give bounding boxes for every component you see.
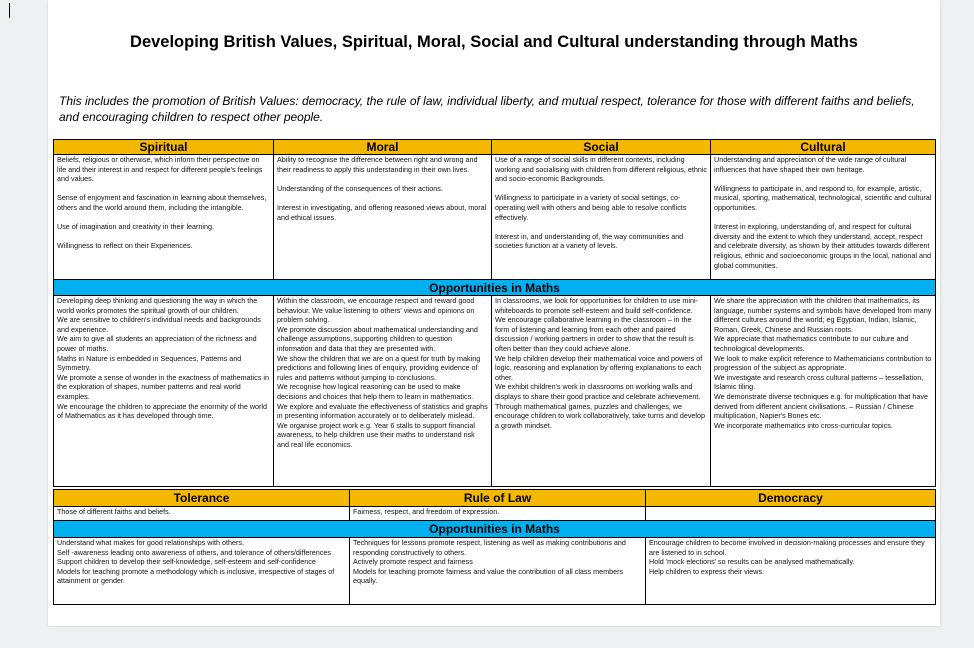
opportunity-item: Understand what makes for good relationships with others. [57,538,244,547]
description-paragraph: Interest in exploring, understanding of, and respect for cultural diversity and the extent to which they understand, accept, respect and celebrate diversity, as shown by their attitudes towards different religious, ethnic and socioeconomic groups in the local, national and global communities. [714,222,931,270]
moral-opportunities [274,296,492,487]
opportunity-item: We appreciate that mathematics contribute to our culture and technological developments. [714,334,909,353]
opportunity-item: Techniques for lessons promote respect, listening as well as making contributions and responding constructively to others. [353,538,626,557]
opportunity-item: Models for teaching promote a methodology which is inclusive, irrespective of stages of attainment or gender. [57,566,335,586]
opportunity-item: Models for teaching promote fairness and value the contribution of all class members equally. [353,566,624,586]
opportunity-item: We explore and evaluate the effectiveness of statistics and graphs in presenting information accurately or to deliberately mislead. [277,401,488,421]
opportunity-item: Within the classroom, we encourage respect and reward good behaviour. We value listening to others' views and opinions on problem solving. [277,296,475,325]
description-paragraph: Understanding of the consequences of their actions. [277,183,443,193]
cultural-description [711,155,936,280]
opportunity-item: Encourage children to become involved in decision-making processes and ensure they are listened to in school. [649,538,925,557]
tolerance-description: Those of different faiths and beliefs. [54,507,350,521]
opportunity-item: We exhibit children's work in classrooms on working walls and displays to share their good practice and celebrate achievement. [495,382,701,401]
description-paragraph: Sense of enjoyment and fascination in learning about themselves, others and the world around them, including the intangible. [57,193,267,212]
opportunity-item: We aim to give all students an appreciation of the richness and power of maths. [57,334,257,353]
document-title: Developing British Values, Spiritual, Moral, Social and Cultural understanding through Maths [130,33,858,51]
description-paragraph: Use of a range of social skills in different contexts, including working and socialising with children from different religious, ethnic and socio-economic Backgrounds. [495,155,708,184]
opportunity-item: We organise project work e.g. Year 6 stalls to support financial awareness, to help children use their maths to understand risk and real life economics. [277,420,476,449]
opportunity-item: Self -awareness leading onto awareness of others, and tolerance of others/differences [57,547,331,557]
description-paragraph: Beliefs, religious or otherwise, which inform their perspective on life and their interest in and respect for different people's feelings and values. [57,155,263,184]
opportunity-item: In classrooms, we look for opportunities for children to use mini-whiteboards to promote self-esteem and build self-confidence. [495,296,698,315]
democracy-opportunities [646,538,936,605]
opportunity-item: We help children develop their mathematical voice and powers of logic, reasoning and explanation by offering explanations to each other. [495,353,703,382]
opportunity-item: Hold 'mock elections' so results can be analysed mathematically. [649,557,855,567]
opportunity-item: Through mathematical games, puzzles and challenges, we encourage children to work collaboratively, take turns and develop a growth mindset. [495,401,706,430]
tolerance-opportunities [54,538,350,605]
rule-of-law-header: Rule of Law [350,490,646,507]
description-paragraph: Interest in, and understanding of, the way communities and societies function at a variety of levels. [495,231,684,251]
social-header: Social [492,140,711,155]
description-paragraph: Interest in investigating, and offering reasoned views about, moral and ethical issues. [277,202,487,222]
democracy-description [646,507,936,521]
opportunity-item: Support children to develop their self-knowledge, self-esteem and self-confidence [57,557,316,567]
opportunity-item: We investigate and research cross cultural patterns – tessellation, Islamic tiling. [714,372,924,392]
social-opportunities [492,296,711,487]
opportunity-item: We encourage the children to appreciate the enormity of the world of Mathematics as it has developed through time. [57,401,268,421]
description-paragraph: Ability to recognise the difference between right and wrong and their readiness to apply this understanding in their own lives. [277,155,478,174]
smsc-table [53,139,936,487]
description-paragraph: Willingness to participate in, and respond to, for example, artistic, musical, sporting, mathematical, technological, scientific and cultural opportunities. [714,183,932,212]
cultural-header: Cultural [711,140,936,155]
opportunity-item: We show the children that we are on a quest for truth by making predictions and following lines of enquiry, providing evidence of rules and patterns without jumping to conclusions. [277,353,481,382]
document-page [48,0,940,626]
moral-header: Moral [274,140,492,155]
opportunity-item: We share the appreciation with the children that mathematics, its language, number systems and symbols have developed from many different cultures around the world; eg Egyptian, Indian, Islamic, Roman, Greek, Chinese and Russian roots. [714,296,932,334]
social-description [492,155,711,280]
rule-of-law-opportunities [350,538,646,605]
description-paragraph: Willingness to reflect on their Experiences. [57,241,193,251]
democracy-header: Democracy [646,490,936,507]
opportunity-item: Actively promote respect and fairness [353,557,473,567]
opportunity-item: We recognise how logical reasoning can be used to make decisions and choices that help them to learn in mathematics. [277,382,474,401]
cultural-opportunities [711,296,936,487]
description-paragraph: Use of imagination and creativity in their learning. [57,222,215,232]
rule-of-law-description: Fairness, respect, and freedom of expression. [350,507,646,521]
intro-paragraph: This includes the promotion of British Values: democracy, the rule of law, individual liberty, and mutual respect, tolerance for those with different faiths and beliefs, and encouraging children to respect other people. [59,94,915,124]
description-paragraph: Willingness to participate in a variety of social settings, co-operating well with others and being able to resolve conflicts effectively. [495,193,687,222]
opportunity-item: We encourage collaborative learning in the classroom – in the form of listening and learning from each other and paired discussion / working partners in order to show that the result is often better than they could achieve alone. [495,315,694,353]
opportunity-item: We promote discussion about mathematical understanding and challenge assumptions, supporting children to question information and data that they are presented with. [277,324,478,353]
tolerance-header: Tolerance [54,490,350,507]
opportunity-item: We are sensitive to children's individual needs and backgrounds and experience. [57,315,261,334]
description-paragraph: Understanding and appreciation of the wide range of cultural influences that have shaped their own heritage. [714,155,907,174]
text-cursor [9,3,10,18]
opportunity-item: We incorporate mathematics into cross-curricular topics. [714,420,893,430]
opportunity-item: We promote a sense of wonder in the exactness of mathematics in the exploration of shapes, number patterns and real world examples. [57,372,270,401]
opportunities-band: Opportunities in Maths [54,521,936,538]
british-values-table [53,489,936,605]
opportunity-item: Maths in Nature is embedded in Sequences, Patterns and Symmetry. [57,353,242,373]
opportunities-band: Opportunities in Maths [54,280,936,296]
opportunity-item: Developing deep thinking and questioning the way in which the world works promotes the spiritual growth of our children. [57,296,258,315]
opportunity-item: Help children to express their views. [649,566,765,576]
spiritual-opportunities [54,296,274,487]
moral-description [274,155,492,280]
spiritual-description [54,155,274,280]
opportunity-item: We look to make explicit reference to Mathematicians contribution to progression of the subject as appropriate. [714,353,932,373]
opportunity-item: We demonstrate diverse techniques e.g. for multiplication that have derived from different ancient civilisations. – Russian / Chinese multiplication, Napier's Bones etc. [714,391,929,421]
spiritual-header: Spiritual [54,140,274,155]
